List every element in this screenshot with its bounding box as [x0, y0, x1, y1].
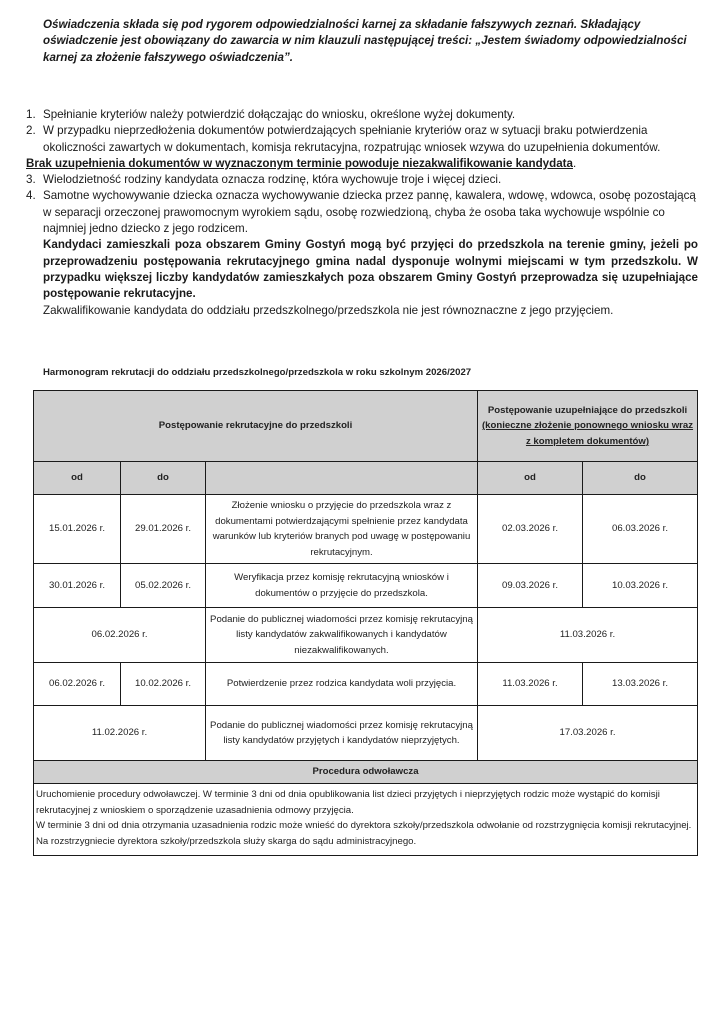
list-number: 2.: [26, 124, 36, 138]
cell-supp-to: 06.03.2026 r.: [583, 495, 698, 564]
cell-supp-date: 11.03.2026 r.: [478, 608, 698, 663]
qualification-note: Zakwalifikowanie kandydata do oddziału przedszkolnego/przedszkola nie jest równoznaczne z jego przyjęciem.: [43, 303, 614, 317]
list-text: Spełnianie kryteriów należy potwierdzić dołączając do wniosku, określone wyżej dokumenty.: [43, 108, 516, 121]
cell-to: 05.02.2026 r.: [121, 564, 206, 608]
warning-text: Brak uzupełnienia dokumentów w wyznaczonym terminie powoduje niezakwalifikowanie kandydata: [26, 156, 573, 170]
appeal-paragraph: W terminie 3 dni od dnia otrzymania uzasadnienia rodzic może wnieść do dyrektora szkoły/przedszkola odwołanie od rozstrzygnięcia komisji rekrutacyjnej.: [36, 820, 692, 831]
cell-supp-from: 09.03.2026 r.: [478, 564, 583, 608]
list-text: W przypadku nieprzedłożenia dokumentów potwierdzających spełnianie kryteriów oraz w sytuacji braku potwierdzenia okoliczności zawartych w dokumentach, komisja rekrutacyjna, rozpatrując wniosek wzywa do uzupełnienia dokumentów.: [43, 124, 661, 154]
table-row: [34, 564, 698, 608]
appeal-paragraph: Na rozstrzygniecie dyrektora szkoły/przedszkola służy skarga do sądu administracyjnego.: [36, 835, 417, 847]
appeal-body-row: [34, 784, 698, 856]
cell-description: Potwierdzenie przez rodzica kandydata woli przyjęcia.: [206, 663, 478, 706]
table-row: [34, 495, 698, 564]
appeal-procedure-title: Procedura odwoławcza: [34, 761, 698, 784]
list-item: [26, 123, 698, 156]
cell-date: 11.02.2026 r.: [34, 706, 206, 761]
list-text: Samotne wychowywanie dziecka oznacza wychowywanie dziecka przez pannę, kawalera, wdowę, wdowca, osobę pozostającą w separacji orzeczonej prawomocnym wyrokiem sądu, osobę rozwiedzioną, chyba że osoba taka wychowuje wspólnie co najmniej jedno dziecko z jego rodzicem.: [43, 189, 712, 236]
cell-supp-from: 02.03.2026 r.: [478, 495, 583, 564]
criteria-list: [26, 107, 712, 319]
list-item: [26, 107, 698, 123]
cell-description: Podanie do publicznej wiadomości przez komisję rekrutacyjną listy kandydatów zakwalifikowanych i kandydatów niezakwalifikowanych.: [206, 608, 478, 663]
table-row: [34, 706, 698, 761]
schedule-caption: Harmonogram rekrutacji do oddziału przedszkolnego/przedszkola w roku szkolnym 2026/2027: [43, 367, 472, 378]
declaration-notice: Oświadczenia składa się pod rygorem odpowiedzialności karnej za składanie fałszywych zeznań. Składający oświadczenie jest obowiązany do zawarcia w nim klauzuli następującej treści: „Jestem świadomy odpowiedzialności karnej za złożenie fałszywego oświadczenia”.: [43, 18, 687, 64]
list-text: Wielodzietność rodziny kandydata oznacza rodzinę, która wychowuje troje i więcej dzieci.: [43, 173, 502, 187]
cell-date: 06.02.2026 r.: [34, 608, 206, 663]
table-header-row: [34, 391, 698, 462]
cell-description: Złożenie wniosku o przyjęcie do przedszkola wraz z dokumentami potwierdzającymi spełnienie przez kandydata warunków lub kryteriów branych pod uwagę w postępowaniu rekrutacyjnym.: [206, 495, 478, 564]
cell-supp-to: 10.03.2026 r.: [583, 564, 698, 608]
cell-description: Weryfikacja przez komisję rekrutacyjną wniosków i dokumentów o przyjęcie do przedszkola.: [206, 564, 478, 608]
supplementary-title: Postępowanie uzupełniające do przedszkoli: [487, 404, 688, 416]
col-to: do: [121, 462, 206, 495]
appeal-paragraph: Uruchomienie procedury odwoławczej. W terminie 3 dni od dnia opublikowania list dzieci przyjętych i nieprzyjętych rodzic może wystąpić do komisji rekrutacyjnej z wnioskiem o sporządzenie uzasadnienia odmowy przyjęcia.: [36, 789, 660, 816]
supplementary-note: (konieczne złożenie ponownego wniosku wraz z kompletem dokumentów): [481, 420, 694, 447]
supplementary-procedure-header: [478, 391, 698, 462]
col-from: od: [34, 462, 121, 495]
cell-to: 10.02.2026 r.: [121, 663, 206, 706]
non-resident-candidates-note: Kandydaci zamieszkali poza obszarem Gminy Gostyń mogą być przyjęci do przedszkola na terenie gminy, jeżeli po przeprowadzeniu postępowania rekrutacyjnego gmina nadal dysponuje wolnymi miejscami w tym przedszkolu. W przypadku większej liczby kandydatów zamieszkałych poza obszarem Gminy Gostyń przeprowadza się uzupełniające postępowanie rekrutacyjne.: [43, 238, 698, 301]
table-row: [34, 608, 698, 663]
table-subheader-row: [34, 462, 698, 495]
missing-documents-warning: [26, 156, 698, 172]
cell-from: 15.01.2026 r.: [34, 495, 121, 564]
recruitment-schedule-table: [33, 390, 698, 856]
list-number: 1.: [26, 108, 36, 121]
list-number: 3.: [26, 173, 36, 187]
cell-to: 29.01.2026 r.: [121, 495, 206, 564]
cell-supp-date: 17.03.2026 r.: [478, 706, 698, 761]
cell-description: Podanie do publicznej wiadomości przez komisję rekrutacyjną listy kandydatów przyjętych i kandydatów nieprzyjętych.: [206, 706, 478, 761]
cell-supp-to: 13.03.2026 r.: [583, 663, 698, 706]
cell-supp-from: 11.03.2026 r.: [478, 663, 583, 706]
table-row: [34, 663, 698, 706]
cell-from: 30.01.2026 r.: [34, 564, 121, 608]
appeal-procedure-text: [34, 784, 698, 856]
col-description: [206, 462, 478, 495]
main-procedure-header: Postępowanie rekrutacyjne do przedszkoli: [34, 391, 478, 462]
list-item: [26, 172, 698, 188]
list-item: [26, 188, 712, 237]
list-number: 4.: [26, 189, 36, 203]
warning-period: .: [572, 156, 577, 170]
col-supp-from: od: [478, 462, 583, 495]
col-supp-to: do: [583, 462, 698, 495]
cell-from: 06.02.2026 r.: [34, 663, 121, 706]
appeal-header-row: [34, 761, 698, 784]
